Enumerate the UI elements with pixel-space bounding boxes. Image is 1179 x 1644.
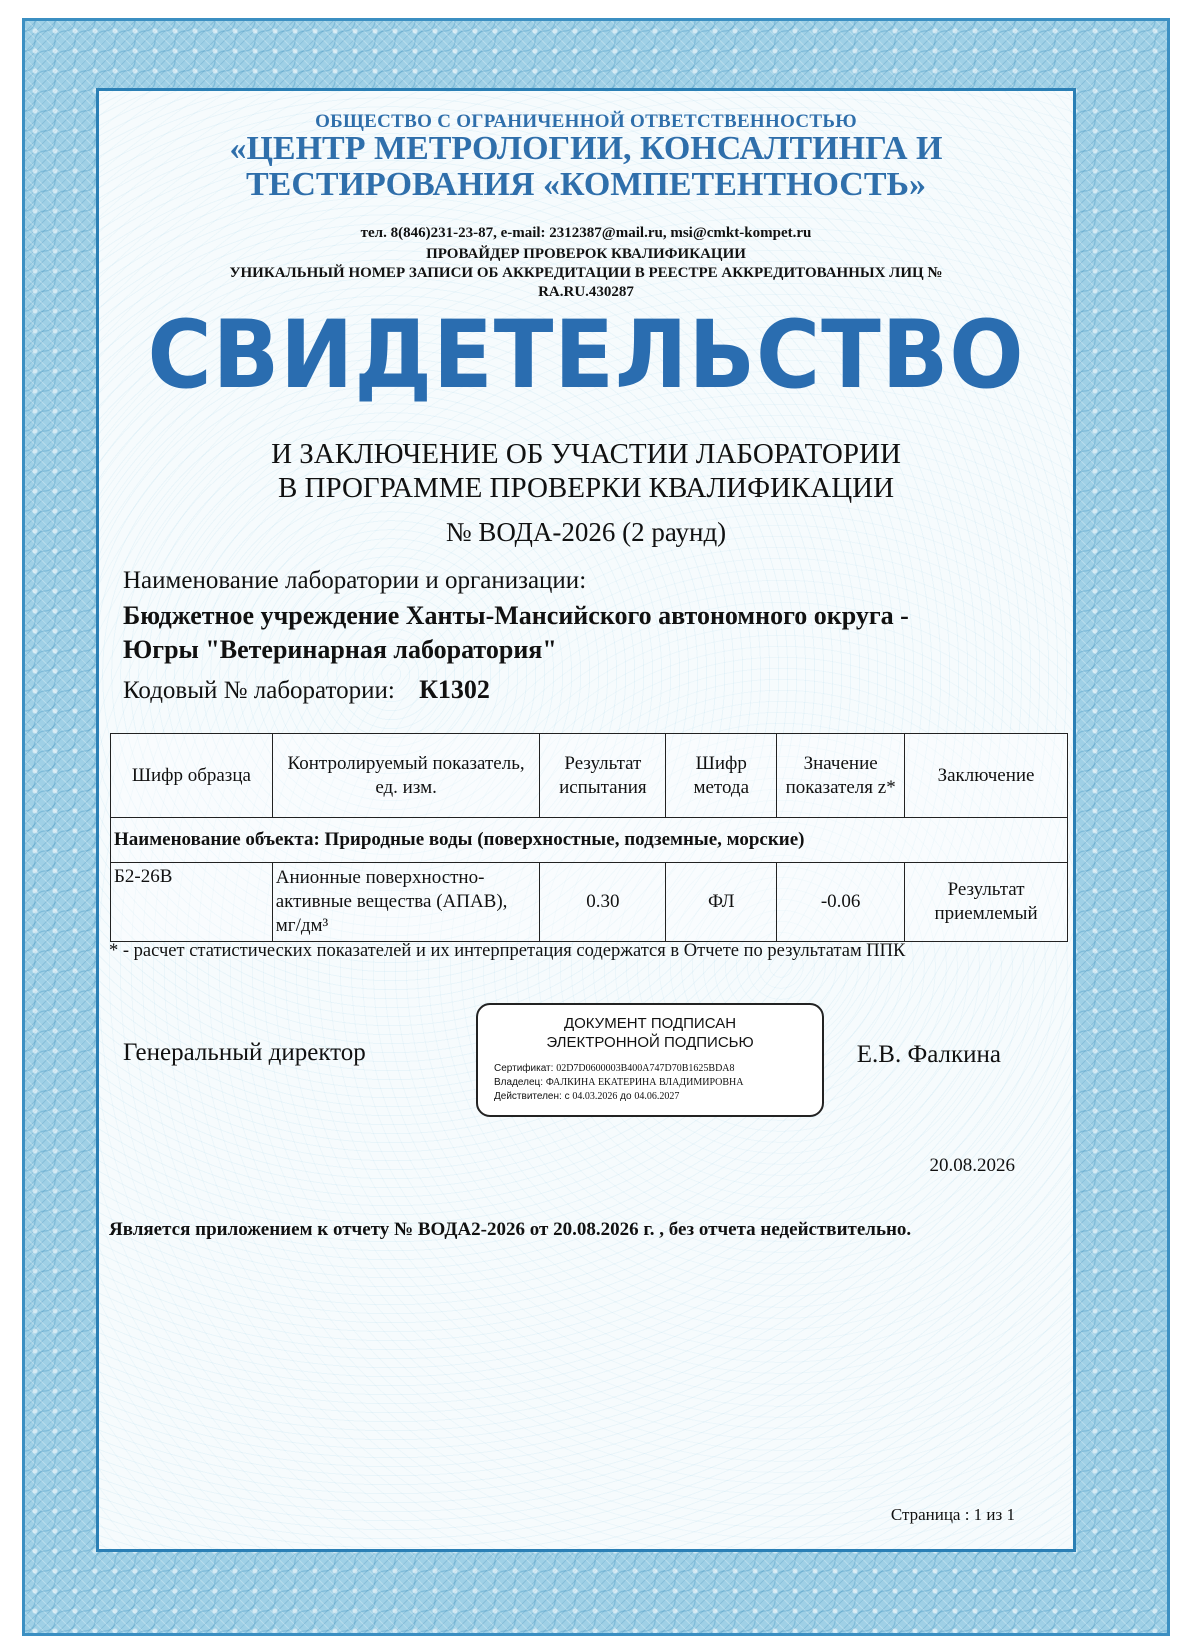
certificate-subtitle-line2: В ПРОГРАММЕ ПРОВЕРКИ КВАЛИФИКАЦИИ	[277, 472, 895, 504]
provider-line: ПРОВАЙДЕР ПРОВЕРОК КВАЛИФИКАЦИИ	[426, 246, 746, 262]
page-number: Страница : 1 из 1	[890, 1505, 1015, 1524]
org-form: ОБЩЕСТВО С ОГРАНИЧЕННОЙ ОТВЕТСТВЕННОСТЬЮ	[315, 111, 857, 132]
org-name-line1: «ЦЕНТР МЕТРОЛОГИИ, КОНСАЛТИНГА И	[229, 130, 943, 167]
object-name: Наименование объекта: Природные воды (поверхностные, подземные, морские)	[111, 818, 1068, 863]
certificate-title: СВИДЕТЕЛЬСТВО	[147, 301, 1025, 410]
accreditation-number: RA.RU.430287	[538, 284, 634, 300]
stamp-valid-to-label: до	[620, 1091, 632, 1102]
stamp-owner	[494, 1077, 743, 1088]
appendix-note: Является приложением к отчету № ВОДА2-2026 от 20.08.2026 г. , без отчета недействительно.	[109, 1219, 912, 1240]
lab-code-value: К1302	[419, 675, 490, 704]
object-row	[111, 818, 1068, 863]
header-indicator: Контролируемый показатель, ед. изм.	[272, 734, 540, 818]
cell-result: 0.30	[540, 863, 666, 942]
org-name-line2: ТЕСТИРОВАНИЯ «КОМПЕТЕНТНОСТЬ»	[245, 166, 927, 203]
cell-method-code: ФЛ	[666, 863, 777, 942]
lab-code-label: Кодовый № лаборатории:	[123, 677, 395, 704]
results-table	[110, 733, 1068, 942]
stamp-owner-label: Владелец:	[494, 1077, 544, 1088]
cell-sample-code: Б2-26В	[111, 863, 273, 942]
director-position: Генеральный директор	[123, 1039, 366, 1066]
stamp-title-line2: ЭЛЕКТРОННОЙ ПОДПИСЬЮ	[546, 1034, 754, 1051]
stamp-certificate-label: Сертификат:	[494, 1063, 554, 1074]
header-z-score: Значение показателя z*	[777, 734, 905, 818]
electronic-signature-stamp	[476, 1003, 824, 1117]
stamp-owner-value: ФАЛКИНА ЕКАТЕРИНА ВЛАДИМИРОВНА	[545, 1077, 744, 1088]
certificate-content	[99, 91, 1073, 1549]
stamp-valid-label: Действителен: с	[494, 1091, 570, 1102]
header-method-code: Шифр метода	[666, 734, 777, 818]
header-conclusion: Заключение	[905, 734, 1068, 818]
lab-name-line2: Югры "Ветеринарная лаборатория"	[123, 635, 557, 664]
lab-name-line1: Бюджетное учреждение Ханты-Мансийского автономного округа -	[123, 601, 909, 630]
accreditation-line: УНИКАЛЬНЫЙ НОМЕР ЗАПИСИ ОБ АККРЕДИТАЦИИ В РЕЕСТРЕ АККРЕДИТОВАННЫХ ЛИЦ №	[229, 265, 943, 281]
lab-name-label: Наименование лаборатории и организации:	[123, 567, 587, 594]
org-contacts: тел. 8(846)231-23-87, e-mail: 2312387@mail.ru, msi@cmkt-kompet.ru	[360, 225, 812, 241]
stamp-title-line1: ДОКУМЕНТ ПОДПИСАН	[563, 1015, 737, 1032]
table-header-row	[111, 734, 1068, 818]
cell-conclusion: Результат приемлемый	[905, 863, 1068, 942]
table-row	[111, 863, 1068, 942]
cell-indicator: Анионные поверхностно-активные вещества (АПАВ), мг/дм³	[272, 863, 540, 942]
cell-z-score: -0.06	[777, 863, 905, 942]
stamp-valid-from: 04.03.2026	[572, 1091, 618, 1102]
stamp-valid-to: 04.06.2027	[634, 1091, 680, 1102]
stamp-validity	[494, 1091, 679, 1102]
footnote: * - расчет статистических показателей и их интерпретация содержатся в Отчете по результатам ППК	[109, 941, 906, 961]
stamp-certificate	[494, 1063, 735, 1074]
stamp-certificate-value: 02D7D0600003B400A747D70B1625BDA8	[556, 1063, 735, 1074]
director-name: Е.В. Фалкина	[856, 1041, 1001, 1068]
header-sample-code: Шифр образца	[111, 734, 273, 818]
document-date: 20.08.2026	[929, 1155, 1015, 1176]
program-number: № ВОДА-2026 (2 раунд)	[445, 517, 727, 547]
lab-code-row	[123, 675, 490, 705]
certificate-subtitle-line1: И ЗАКЛЮЧЕНИЕ ОБ УЧАСТИИ ЛАБОРАТОРИИ	[271, 438, 901, 470]
header-result: Результат испытания	[540, 734, 666, 818]
